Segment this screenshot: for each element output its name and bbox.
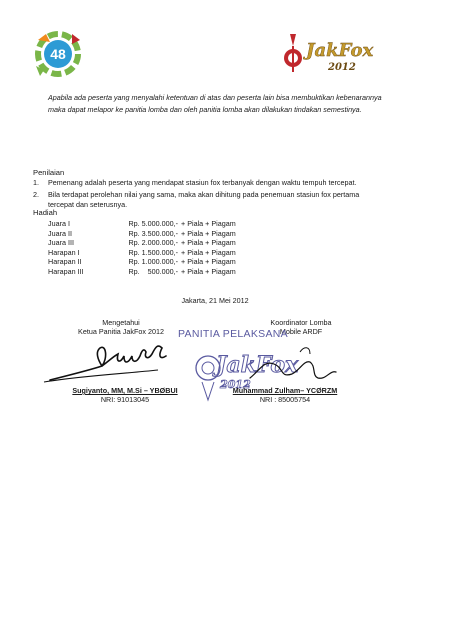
prize-extra: + Piala + Piagam	[181, 228, 236, 238]
list-item-number: 2.	[33, 190, 39, 199]
table-row	[48, 248, 236, 258]
prize-extra: + Piala + Piagam	[181, 257, 236, 266]
prize-extra: + Piala + Piagam	[181, 238, 236, 247]
right-signature	[240, 340, 350, 390]
logo-number: 48	[50, 46, 66, 62]
prize-rank: Harapan III	[48, 266, 84, 276]
table-row	[48, 257, 236, 267]
prize-amount: Rp. 5.000.000,-	[128, 219, 178, 228]
table-row	[48, 267, 236, 277]
penilaian-list	[33, 178, 363, 212]
left-signatory-line1: Mengetahui	[102, 318, 140, 327]
table-row	[48, 238, 236, 248]
list-item-text: Bila terdapat perolehan nilai yang sama, maka akan dihitung pada penemuan stasiun fox pertama tercepat dan seterusnya.	[48, 190, 360, 209]
jakfox-logo-text: JakFox	[306, 40, 374, 61]
prize-amount: Rp. 1.500.000,-	[128, 247, 178, 257]
prize-amount: Rp. 2.000.000,-	[128, 238, 178, 247]
right-signatory-line2: Mobile ARDF	[279, 327, 323, 336]
intro-paragraph: Apabila ada peserta yang menyalahi ketentuan di atas dan peserta lain bisa membuktikan kebenarannya maka dapat melapor ke panitia lomba dan oleh panitia lomba akan dilakukan tindakan semestinya.	[48, 93, 382, 114]
prize-amount: Rp. 1.000.000,-	[128, 257, 178, 266]
hadiah-title: Hadiah	[33, 208, 58, 217]
left-signatory-line2: Ketua Panitia JakFox 2012	[78, 327, 164, 336]
anniversary-48-logo	[28, 26, 88, 82]
prize-rank: Harapan I	[48, 247, 80, 257]
table-row	[48, 219, 236, 229]
stamp-text: PANITIA PELAKSANA	[178, 328, 288, 340]
left-signatory-footer	[50, 386, 200, 404]
prize-amount: Rp. 500.000,-	[128, 266, 178, 276]
left-signatory-nri: NRI: 91013045	[100, 395, 150, 404]
right-signatory-name: Muhammad Zulham– YCØRZM	[232, 386, 338, 395]
list-item-number: 1.	[33, 178, 39, 187]
table-row	[48, 229, 236, 239]
right-signatory-footer	[220, 386, 350, 404]
prize-rank: Juara III	[48, 238, 74, 247]
left-signature	[40, 330, 180, 390]
prize-amount: Rp. 3.500.000,-	[128, 228, 178, 238]
list-item-text: Pemenang adalah peserta yang mendapat stasiun fox terbanyak dengan waktu tempuh tercepat.	[48, 178, 357, 187]
jakfox-logo-year: 2012	[328, 62, 356, 73]
left-signatory-name: Sugiyanto, MM, M.Si – YBØBUI	[72, 386, 178, 395]
jakfox-logo	[282, 28, 374, 80]
list-item	[33, 190, 363, 210]
right-signatory-nri: NRI : 85005754	[259, 395, 311, 404]
stamp-year: 2012	[220, 378, 251, 391]
prize-table	[48, 219, 236, 276]
prize-rank: Harapan II	[48, 257, 82, 266]
prize-rank: Juara I	[48, 219, 70, 228]
prize-rank: Juara II	[48, 228, 72, 238]
prize-extra: + Piala + Piagam	[181, 247, 236, 257]
list-item	[33, 178, 363, 188]
right-signatory-line1: Koordinator Lomba	[270, 318, 332, 327]
stamp-logo-text: JakFox	[216, 352, 299, 378]
prize-extra: + Piala + Piagam	[181, 219, 236, 228]
prize-extra: + Piala + Piagam	[181, 266, 236, 276]
date-line: Jakarta, 21 Mei 2012	[181, 296, 249, 305]
penilaian-title: Penilaian	[33, 168, 65, 177]
